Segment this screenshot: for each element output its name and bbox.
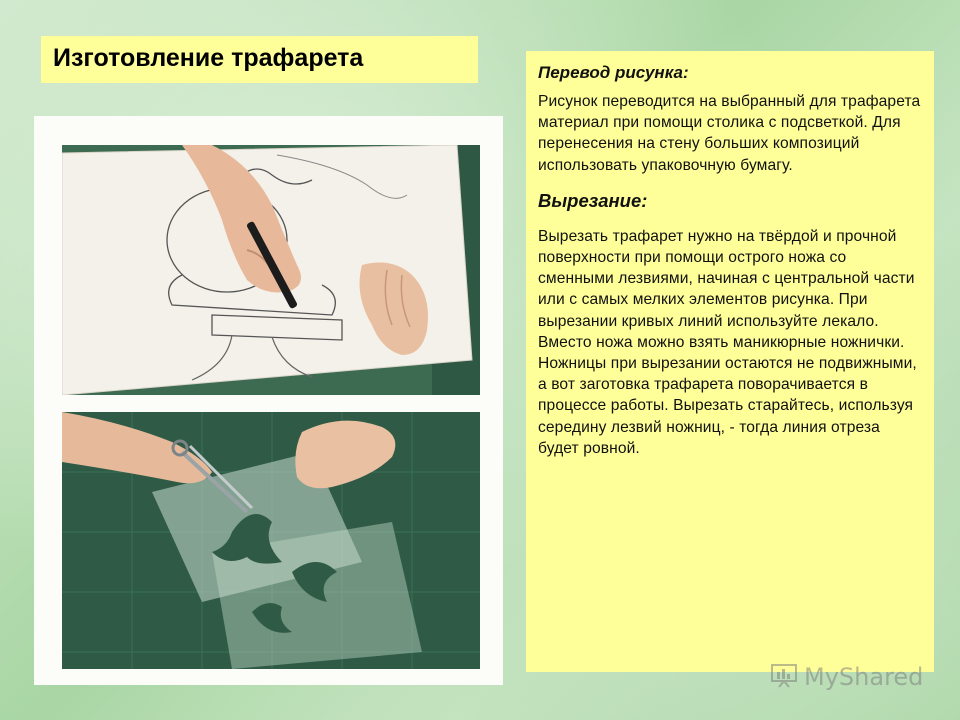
section-text-tracing: Рисунок переводится на выбранный для трафарета материал при помощи столика с подсветкой. Для перенесения на стену больших композиций использовать упаковочную бумагу. xyxy=(538,93,921,174)
watermark xyxy=(770,662,923,692)
photo-frame xyxy=(34,116,503,685)
section-heading-tracing: Перевод рисунка: xyxy=(538,63,689,82)
section-heading-cutting: Вырезание: xyxy=(538,189,648,211)
presentation-icon xyxy=(770,662,798,693)
hand-tracing-drawing-photo xyxy=(62,145,480,395)
title-box xyxy=(41,36,478,83)
section-text-cutting: Вырезать трафарет нужно на твёрдой и прочной поверхности при помощи острого ножа со сменными лезвиями, начиная с центральной части или с самых мелких элементов рисунка. При вырезании кривых линий используйте лекало. Вместо ножа можно взять маникюрные ножнички. Ножницы при вырезании остаются не подвижными, а вот заготовка трафарета поворачивается в процессе работы. Вырезать старайтесь, используя середину лезвий ножниц, - тогда линия отреза будет ровной. xyxy=(538,227,917,457)
cutting-stencil-with-scissors-photo xyxy=(62,412,480,669)
page-title: Изготовление трафарета xyxy=(53,44,364,72)
text-panel xyxy=(526,51,934,672)
watermark-text: MyShared xyxy=(804,663,924,691)
